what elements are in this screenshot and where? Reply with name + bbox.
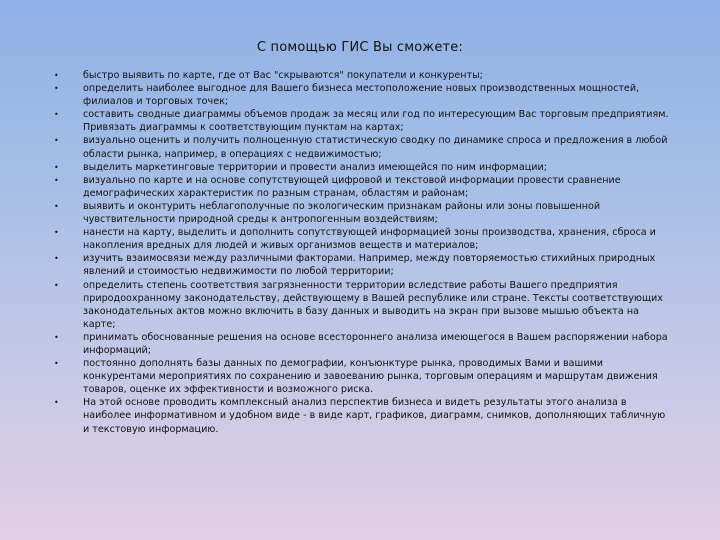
- list-item-text: определить степень соответствия загрязненности территории вследствие работы Вашего предприятия природоохранному законодательству, действующему в Вашей республике или стране. Тексты соответствующих законодательных актов можно включить в базу данных и выводить на экран при вызове мышью объекта на карте;: [83, 279, 663, 330]
- list-item-text: принимать обоснованные решения на основе всестороннего анализа имеющегося в Вашем распоряжении набора информаций;: [83, 331, 668, 356]
- list-item: [54, 357, 674, 396]
- list-item-text: постоянно дополнять базы данных по демографии, конъюнктуре рынка, проводимых Вами и вашими конкурентами мероприятиях по сохранению и завоеванию рынка, торговым операциям и маршрутам движения товаров, оценке их эффективности и возможного риска.: [83, 358, 658, 396]
- bullet-icon: •: [54, 136, 59, 146]
- bullet-icon: •: [54, 201, 59, 211]
- bullet-icon: •: [54, 280, 59, 290]
- list-item: [54, 331, 674, 357]
- bullet-icon: •: [54, 175, 59, 185]
- slide-title: С помощью ГИС Вы сможете:: [256, 40, 464, 55]
- list-item: [54, 200, 674, 226]
- list-item: [54, 108, 674, 134]
- list-item: [54, 396, 674, 435]
- bullet-icon: •: [54, 254, 59, 264]
- bullet-icon: •: [54, 359, 59, 369]
- list-item-text: изучить взаимосвязи между различными факторами. Например, между повторяемостью стихийных природных явлений и стоимостью недвижимости по любой территории;: [83, 253, 656, 278]
- list-item: [54, 174, 674, 200]
- list-item: [54, 252, 674, 278]
- list-item-text: визуально по карте и на основе сопутствующей цифровой и текстовой информации провести сравнение демографических характеристик по разным странам, областям и районам;: [83, 174, 621, 199]
- bullet-icon: •: [54, 332, 59, 342]
- bullet-list: [54, 69, 674, 436]
- list-item-text: определить наиболее выгодное для Вашего бизнеса местоположение новых производственных мощностей, филиалов и торговых точек;: [83, 83, 640, 108]
- bullet-icon: •: [54, 162, 59, 172]
- list-item: [54, 69, 674, 82]
- bullet-icon: •: [54, 110, 59, 120]
- bullet-icon: •: [54, 228, 59, 238]
- list-item: [54, 226, 674, 252]
- list-item: [54, 279, 674, 331]
- list-item-text: составить сводные диаграммы объемов продаж за месяц или год по интересующим Вас торговым предприятиям. Привязать диаграммы к соответствующим пунктам на картах;: [83, 109, 669, 134]
- list-item-text: нанести на карту, выделить и дополнить сопутствующей информацией зоны производства, хранения, сброса и накопления вредных для людей и живых организмов веществ и материалов;: [83, 227, 656, 252]
- list-item: [54, 134, 674, 160]
- list-item-text: визуально оценить и получить полноценную статистическую сводку по динамике спроса и предложения в любой области рынка, например, в операциях с недвижимостью;: [83, 135, 668, 160]
- bullet-icon: •: [54, 84, 59, 94]
- list-item-text: быстро выявить по карте, где от Вас "скрываются" покупатели и конкуренты;: [83, 70, 483, 81]
- list-item: [54, 82, 674, 108]
- list-item-text: На этой основе проводить комплексный анализ перспектив бизнеса и видеть результаты этого анализа в наиболее информативном и удобном виде - в виде карт, графиков, диаграмм, снимков, дополняющих табличную и текстовую информацию.: [83, 397, 666, 435]
- list-item-text: выделить маркетинговые территории и провести анализ имеющейся по ним информации;: [83, 161, 547, 173]
- bullet-icon: •: [54, 71, 59, 80]
- list-item: [54, 161, 674, 174]
- list-item-text: выявить и оконтурить неблагополучные по экологическим признакам районы или зоны повышенной чувствительности природной среды к антропогенным воздействиям;: [83, 200, 601, 226]
- bullet-icon: •: [54, 398, 59, 408]
